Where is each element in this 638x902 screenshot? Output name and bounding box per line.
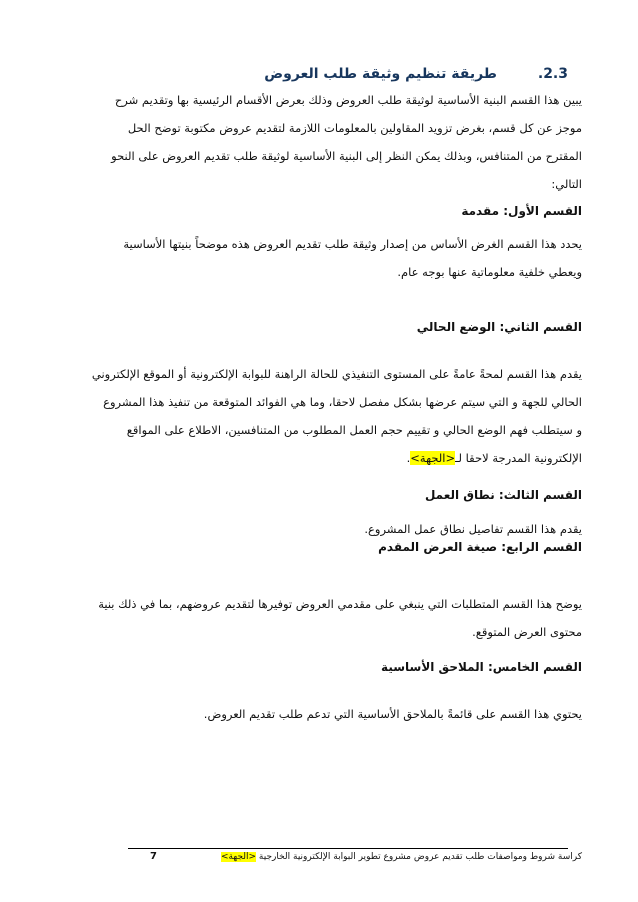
body-line: يوضح هذا القسم المتطلبات التي ينبغي على مقدمي العروض توفيرها لتقديم عروضهم، بما في ذلك بنية <box>98 597 582 611</box>
body-line: و سيتطلب فهم الوضع الحالي و تقييم حجم العمل المطلوب من المتنافسين، الاطلاع على المواقع <box>126 423 582 437</box>
section-1-title: القسم الأول: مقدمة <box>461 204 582 218</box>
body-text: . <box>406 451 411 465</box>
body-line: محتوى العرض المتوقع. <box>472 625 582 639</box>
intro-paragraph <box>54 86 582 198</box>
body-line <box>54 444 582 472</box>
body-line: يحتوي هذا القسم على قائمةً بالملاحق الأساسية التي تدعم طلب تقديم العروض. <box>203 707 582 721</box>
body-text: الإلكترونية المدرجة لاحقا لـ <box>455 451 582 465</box>
intro-line: التالي: <box>551 177 582 191</box>
body-line: الحالي للجهة و التي سيتم عرضها بشكل مفصل لاحقا، وما هي الفوائد المتوقعة من تنفيذ هذا المشروع <box>103 395 582 409</box>
footer-placeholder: <الجهة> <box>220 852 257 862</box>
body-line: يقدم هذا القسم تفاصيل نطاق عمل المشروع. <box>364 522 582 536</box>
heading-number: 2.3. <box>537 66 568 82</box>
highlighted-placeholder: <الجهة> <box>410 451 456 465</box>
intro-line: موجز عن كل قسم، بغرض تزويد المقاولين بالمعلومات اللازمة لتقديم عروض مكتوبة توضح الحل <box>127 121 582 135</box>
section-2-body <box>54 360 582 472</box>
page-footer <box>221 852 582 862</box>
footer-text: كراسة شروط ومواصفات طلب تقديم عروض مشروع تطوير البوابة الإلكترونية الخارجية <box>256 852 582 862</box>
body-line: يحدد هذا القسم الغرض الأساس من إصدار وثيقة طلب تقديم العروض هذه موضحاً بنيتها الأساسية <box>123 237 582 251</box>
page-number: 7 <box>150 851 157 862</box>
section-3-body <box>54 515 582 543</box>
heading-title: طريقة تنظيم وثيقة طلب العروض <box>264 66 497 82</box>
intro-line: يبين هذا القسم البنية الأساسية لوثيقة طلب العروض وذلك بعرض الأقسام الرئيسية بها وتقديم شرح <box>114 93 582 107</box>
section-heading <box>264 66 568 82</box>
section-1-body <box>54 230 582 286</box>
section-5-body <box>54 700 582 728</box>
section-4-body <box>54 590 582 646</box>
intro-line: المقترح من المتنافس، وبذلك يمكن النظر إلى البنية الأساسية لوثيقة طلب تقديم العروض على النحو <box>111 149 582 163</box>
body-line: ويعطي خلفية معلوماتية عنها بوجه عام. <box>397 265 582 279</box>
section-2-title: القسم الثاني: الوضع الحالي <box>416 320 582 334</box>
section-4-title: القسم الرابع: صيغة العرض المقدم <box>378 540 582 554</box>
body-line: يقدم هذا القسم لمحةً عامةً على المستوى التنفيذي للحالة الراهنة للبوابة الإلكترونية أو الموقع الإلكتروني <box>91 367 582 381</box>
section-3-title: القسم الثالث: نطاق العمل <box>424 488 582 502</box>
section-5-title: القسم الخامس: الملاحق الأساسية <box>381 660 582 674</box>
footer-divider <box>128 848 568 849</box>
